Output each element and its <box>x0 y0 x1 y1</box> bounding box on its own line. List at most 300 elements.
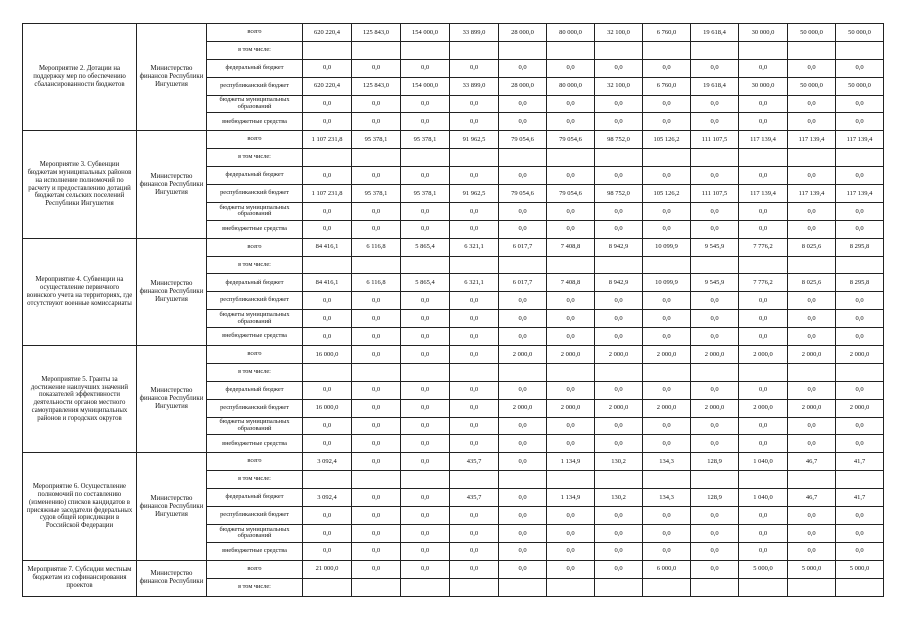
amount-cell: 0,0 <box>643 59 691 77</box>
funding-source: федеральный бюджет <box>207 381 303 399</box>
amount-cell: 0,0 <box>595 507 643 525</box>
amount-cell: 0,0 <box>401 542 450 560</box>
amount-cell: 0,0 <box>401 113 450 131</box>
amount-cell: 2 000,0 <box>691 399 739 417</box>
amount-cell: 0,0 <box>788 524 836 542</box>
amount-cell: 0,0 <box>401 328 450 346</box>
funding-source: республиканский бюджет <box>207 77 303 95</box>
amount-cell: 0,0 <box>450 328 499 346</box>
amount-cell: 91 962,5 <box>450 185 499 203</box>
responsible-agency: Министерство финансов Республики Ингушетия <box>137 346 207 453</box>
amount-cell <box>788 471 836 489</box>
amount-cell: 0,0 <box>352 489 401 507</box>
amount-cell: 98 752,0 <box>595 131 643 149</box>
amount-cell: 0,0 <box>547 560 595 578</box>
amount-cell: 30 000,0 <box>739 24 788 42</box>
amount-cell: 0,0 <box>739 167 788 185</box>
amount-cell: 0,0 <box>788 542 836 560</box>
amount-cell: 0,0 <box>499 59 547 77</box>
amount-cell <box>595 149 643 167</box>
amount-cell <box>450 41 499 59</box>
amount-cell: 0,0 <box>352 220 401 238</box>
amount-cell: 0,0 <box>401 435 450 453</box>
amount-cell: 117 139,4 <box>739 185 788 203</box>
amount-cell: 0,0 <box>788 435 836 453</box>
amount-cell: 0,0 <box>739 95 788 113</box>
amount-cell: 0,0 <box>547 59 595 77</box>
amount-cell: 0,0 <box>788 113 836 131</box>
amount-cell: 0,0 <box>303 292 352 310</box>
event-title: Мероприятие 3. Субвенции бюджетам муниципальных районов на исполнение полномочий по расчету и предоставлению дотаций бюджетам сельских поселений Республики Ингушетия <box>23 131 137 238</box>
amount-cell: 0,0 <box>691 95 739 113</box>
table-row <box>23 24 884 42</box>
amount-cell: 0,0 <box>303 542 352 560</box>
amount-cell: 46,7 <box>788 489 836 507</box>
amount-cell: 32 100,0 <box>595 77 643 95</box>
amount-cell: 6 116,8 <box>352 274 401 292</box>
amount-cell: 5 000,0 <box>739 560 788 578</box>
amount-cell: 50 000,0 <box>788 24 836 42</box>
amount-cell: 0,0 <box>352 560 401 578</box>
amount-cell <box>352 149 401 167</box>
amount-cell: 95 378,1 <box>401 131 450 149</box>
amount-cell: 0,0 <box>691 220 739 238</box>
amount-cell: 0,0 <box>691 202 739 220</box>
amount-cell: 21 000,0 <box>303 560 352 578</box>
amount-cell <box>739 256 788 274</box>
amount-cell: 0,0 <box>401 524 450 542</box>
amount-cell: 134,3 <box>643 453 691 471</box>
amount-cell: 6 321,1 <box>450 274 499 292</box>
amount-cell: 125 843,0 <box>352 24 401 42</box>
amount-cell: 5 000,0 <box>788 560 836 578</box>
amount-cell: 28 000,0 <box>499 77 547 95</box>
amount-cell: 79 054,6 <box>547 131 595 149</box>
amount-cell <box>595 471 643 489</box>
amount-cell: 0,0 <box>450 310 499 328</box>
amount-cell: 8 942,9 <box>595 238 643 256</box>
amount-cell: 6 321,1 <box>450 238 499 256</box>
amount-cell <box>499 471 547 489</box>
amount-cell: 0,0 <box>499 167 547 185</box>
amount-cell: 0,0 <box>691 524 739 542</box>
amount-cell: 0,0 <box>547 328 595 346</box>
funding-source: в том числе: <box>207 578 303 596</box>
amount-cell: 0,0 <box>547 524 595 542</box>
amount-cell: 0,0 <box>450 113 499 131</box>
amount-cell: 2 000,0 <box>643 346 691 364</box>
amount-cell: 0,0 <box>499 453 547 471</box>
amount-cell: 0,0 <box>836 202 884 220</box>
amount-cell: 0,0 <box>303 507 352 525</box>
amount-cell: 0,0 <box>450 417 499 435</box>
event-title: Мероприятие 4. Субвенции на осуществление первичного воинского учета на территориях, где отсутствуют военные комиссариаты <box>23 238 137 345</box>
funding-source: всего <box>207 560 303 578</box>
amount-cell: 0,0 <box>595 113 643 131</box>
amount-cell: 0,0 <box>595 167 643 185</box>
amount-cell: 0,0 <box>499 560 547 578</box>
amount-cell <box>450 149 499 167</box>
amount-cell <box>303 363 352 381</box>
amount-cell: 80 000,0 <box>547 24 595 42</box>
amount-cell <box>352 363 401 381</box>
amount-cell: 0,0 <box>739 220 788 238</box>
amount-cell <box>547 471 595 489</box>
amount-cell: 0,0 <box>595 435 643 453</box>
amount-cell: 0,0 <box>643 310 691 328</box>
amount-cell: 0,0 <box>499 220 547 238</box>
amount-cell: 0,0 <box>352 381 401 399</box>
responsible-agency: Министерство финансов Республики Ингушетия <box>137 24 207 131</box>
table-row <box>23 560 884 578</box>
amount-cell: 0,0 <box>595 220 643 238</box>
amount-cell: 1 134,9 <box>547 453 595 471</box>
amount-cell <box>499 363 547 381</box>
amount-cell: 2 000,0 <box>547 346 595 364</box>
amount-cell: 0,0 <box>595 560 643 578</box>
amount-cell: 0,0 <box>303 202 352 220</box>
amount-cell: 2 000,0 <box>788 399 836 417</box>
amount-cell: 0,0 <box>450 399 499 417</box>
amount-cell: 0,0 <box>739 435 788 453</box>
amount-cell: 154 000,0 <box>401 24 450 42</box>
amount-cell: 0,0 <box>450 202 499 220</box>
amount-cell <box>739 578 788 596</box>
amount-cell: 0,0 <box>595 524 643 542</box>
amount-cell: 435,7 <box>450 453 499 471</box>
amount-cell: 435,7 <box>450 489 499 507</box>
amount-cell: 0,0 <box>352 328 401 346</box>
amount-cell <box>450 363 499 381</box>
amount-cell <box>739 363 788 381</box>
amount-cell: 7 776,2 <box>739 274 788 292</box>
amount-cell: 0,0 <box>836 220 884 238</box>
amount-cell: 0,0 <box>739 328 788 346</box>
funding-source: в том числе: <box>207 363 303 381</box>
funding-source: внебюджетные средства <box>207 113 303 131</box>
amount-cell: 50 000,0 <box>836 24 884 42</box>
amount-cell: 5 865,4 <box>401 238 450 256</box>
amount-cell <box>788 41 836 59</box>
funding-source: в том числе: <box>207 149 303 167</box>
amount-cell: 0,0 <box>643 292 691 310</box>
amount-cell: 0,0 <box>788 328 836 346</box>
funding-source: республиканский бюджет <box>207 507 303 525</box>
amount-cell: 0,0 <box>450 59 499 77</box>
amount-cell: 6 760,0 <box>643 77 691 95</box>
funding-source: федеральный бюджет <box>207 59 303 77</box>
amount-cell: 0,0 <box>788 381 836 399</box>
amount-cell: 0,0 <box>836 95 884 113</box>
amount-cell <box>643 471 691 489</box>
amount-cell: 0,0 <box>450 95 499 113</box>
amount-cell <box>303 471 352 489</box>
amount-cell: 111 107,5 <box>691 185 739 203</box>
funding-source: в том числе: <box>207 256 303 274</box>
amount-cell: 0,0 <box>547 292 595 310</box>
amount-cell <box>303 149 352 167</box>
amount-cell <box>401 578 450 596</box>
amount-cell: 84 416,1 <box>303 238 352 256</box>
amount-cell: 0,0 <box>499 435 547 453</box>
amount-cell: 50 000,0 <box>836 77 884 95</box>
amount-cell: 0,0 <box>450 507 499 525</box>
amount-cell <box>788 363 836 381</box>
amount-cell: 6 017,7 <box>499 274 547 292</box>
amount-cell <box>691 149 739 167</box>
amount-cell <box>401 471 450 489</box>
amount-cell: 33 899,0 <box>450 24 499 42</box>
amount-cell: 0,0 <box>352 113 401 131</box>
amount-cell: 117 139,4 <box>836 131 884 149</box>
funding-source: всего <box>207 453 303 471</box>
amount-cell <box>739 471 788 489</box>
amount-cell: 0,0 <box>836 381 884 399</box>
amount-cell: 105 126,2 <box>643 131 691 149</box>
amount-cell: 0,0 <box>788 202 836 220</box>
amount-cell: 41,7 <box>836 489 884 507</box>
amount-cell: 0,0 <box>401 310 450 328</box>
amount-cell: 111 107,5 <box>691 131 739 149</box>
funding-source: всего <box>207 238 303 256</box>
amount-cell <box>643 256 691 274</box>
amount-cell: 28 000,0 <box>499 24 547 42</box>
amount-cell: 0,0 <box>836 507 884 525</box>
amount-cell: 0,0 <box>595 292 643 310</box>
amount-cell <box>303 41 352 59</box>
amount-cell: 2 000,0 <box>691 346 739 364</box>
amount-cell: 0,0 <box>401 417 450 435</box>
amount-cell: 0,0 <box>739 524 788 542</box>
amount-cell <box>303 256 352 274</box>
amount-cell: 0,0 <box>401 489 450 507</box>
amount-cell: 128,9 <box>691 453 739 471</box>
funding-source: всего <box>207 131 303 149</box>
amount-cell: 0,0 <box>595 202 643 220</box>
amount-cell: 0,0 <box>788 417 836 435</box>
amount-cell <box>836 471 884 489</box>
amount-cell: 0,0 <box>643 417 691 435</box>
amount-cell: 8 295,8 <box>836 274 884 292</box>
amount-cell: 0,0 <box>352 453 401 471</box>
responsible-agency: Министерство финансов Республики Ингушетия <box>137 453 207 560</box>
amount-cell: 0,0 <box>303 328 352 346</box>
amount-cell: 0,0 <box>643 202 691 220</box>
amount-cell: 2 000,0 <box>836 346 884 364</box>
amount-cell: 2 000,0 <box>499 346 547 364</box>
amount-cell <box>643 363 691 381</box>
amount-cell <box>836 363 884 381</box>
amount-cell: 0,0 <box>303 167 352 185</box>
amount-cell: 1 040,0 <box>739 489 788 507</box>
amount-cell: 0,0 <box>352 346 401 364</box>
amount-cell: 80 000,0 <box>547 77 595 95</box>
amount-cell <box>691 41 739 59</box>
amount-cell: 30 000,0 <box>739 77 788 95</box>
amount-cell: 8 295,8 <box>836 238 884 256</box>
amount-cell: 0,0 <box>401 167 450 185</box>
amount-cell: 0,0 <box>836 542 884 560</box>
amount-cell: 84 416,1 <box>303 274 352 292</box>
amount-cell <box>739 149 788 167</box>
amount-cell: 0,0 <box>836 59 884 77</box>
amount-cell: 0,0 <box>836 292 884 310</box>
amount-cell: 0,0 <box>691 417 739 435</box>
amount-cell: 0,0 <box>352 507 401 525</box>
amount-cell: 0,0 <box>450 524 499 542</box>
funding-source: внебюджетные средства <box>207 328 303 346</box>
amount-cell: 0,0 <box>547 220 595 238</box>
amount-cell: 0,0 <box>788 59 836 77</box>
amount-cell: 0,0 <box>499 113 547 131</box>
amount-cell: 9 545,9 <box>691 274 739 292</box>
amount-cell: 0,0 <box>303 310 352 328</box>
amount-cell: 0,0 <box>352 95 401 113</box>
amount-cell: 0,0 <box>739 507 788 525</box>
funding-source: бюджеты муниципальных образований <box>207 95 303 113</box>
amount-cell <box>547 41 595 59</box>
amount-cell: 0,0 <box>643 435 691 453</box>
amount-cell <box>836 41 884 59</box>
amount-cell <box>836 578 884 596</box>
amount-cell: 0,0 <box>595 417 643 435</box>
amount-cell: 0,0 <box>739 59 788 77</box>
amount-cell: 1 107 231,8 <box>303 185 352 203</box>
amount-cell: 6 116,8 <box>352 238 401 256</box>
amount-cell: 0,0 <box>691 59 739 77</box>
amount-cell <box>788 256 836 274</box>
amount-cell: 0,0 <box>303 524 352 542</box>
amount-cell: 5 865,4 <box>401 274 450 292</box>
amount-cell: 0,0 <box>643 328 691 346</box>
event-title: Мероприятие 2. Дотации на поддержку мер по обеспечению сбалансированности бюджетов <box>23 24 137 131</box>
amount-cell <box>595 363 643 381</box>
table-row <box>23 453 884 471</box>
amount-cell <box>691 256 739 274</box>
amount-cell: 0,0 <box>739 202 788 220</box>
funding-source: внебюджетные средства <box>207 220 303 238</box>
amount-cell: 0,0 <box>643 542 691 560</box>
amount-cell: 0,0 <box>303 220 352 238</box>
funding-source: республиканский бюджет <box>207 292 303 310</box>
amount-cell: 0,0 <box>691 328 739 346</box>
amount-cell: 0,0 <box>595 542 643 560</box>
amount-cell: 0,0 <box>595 310 643 328</box>
amount-cell: 19 618,4 <box>691 77 739 95</box>
amount-cell: 0,0 <box>836 417 884 435</box>
amount-cell <box>499 256 547 274</box>
amount-cell: 0,0 <box>352 542 401 560</box>
amount-cell: 0,0 <box>643 167 691 185</box>
amount-cell: 0,0 <box>788 310 836 328</box>
amount-cell: 0,0 <box>547 202 595 220</box>
amount-cell <box>691 471 739 489</box>
amount-cell: 79 054,6 <box>547 185 595 203</box>
amount-cell: 0,0 <box>547 542 595 560</box>
amount-cell: 32 100,0 <box>595 24 643 42</box>
amount-cell <box>691 578 739 596</box>
amount-cell <box>499 149 547 167</box>
amount-cell: 0,0 <box>450 220 499 238</box>
amount-cell: 2 000,0 <box>499 399 547 417</box>
amount-cell <box>401 149 450 167</box>
amount-cell: 2 000,0 <box>836 399 884 417</box>
funding-source: в том числе: <box>207 41 303 59</box>
amount-cell: 0,0 <box>547 381 595 399</box>
amount-cell <box>788 578 836 596</box>
amount-cell: 0,0 <box>450 292 499 310</box>
amount-cell: 0,0 <box>836 113 884 131</box>
amount-cell: 0,0 <box>691 310 739 328</box>
table-row <box>23 346 884 364</box>
amount-cell: 0,0 <box>547 95 595 113</box>
amount-cell: 117 139,4 <box>788 131 836 149</box>
amount-cell: 0,0 <box>499 292 547 310</box>
amount-cell: 7 408,8 <box>547 238 595 256</box>
amount-cell: 10 099,9 <box>643 274 691 292</box>
amount-cell: 0,0 <box>303 95 352 113</box>
amount-cell <box>303 578 352 596</box>
amount-cell: 0,0 <box>547 435 595 453</box>
amount-cell: 0,0 <box>352 435 401 453</box>
amount-cell: 2 000,0 <box>739 399 788 417</box>
amount-cell: 6 000,0 <box>643 560 691 578</box>
responsible-agency: Министерство финансов Республики <box>137 560 207 596</box>
amount-cell: 41,7 <box>836 453 884 471</box>
amount-cell: 0,0 <box>499 524 547 542</box>
amount-cell <box>691 363 739 381</box>
amount-cell: 1 107 231,8 <box>303 131 352 149</box>
amount-cell: 8 025,6 <box>788 274 836 292</box>
responsible-agency: Министерство финансов Республики Ингушетия <box>137 238 207 345</box>
amount-cell: 620 220,4 <box>303 77 352 95</box>
amount-cell: 0,0 <box>401 292 450 310</box>
amount-cell: 2 000,0 <box>739 346 788 364</box>
amount-cell: 5 000,0 <box>836 560 884 578</box>
amount-cell <box>352 256 401 274</box>
amount-cell: 6 760,0 <box>643 24 691 42</box>
funding-source: бюджеты муниципальных образований <box>207 524 303 542</box>
amount-cell: 0,0 <box>643 95 691 113</box>
amount-cell: 98 752,0 <box>595 185 643 203</box>
amount-cell: 95 378,1 <box>352 185 401 203</box>
amount-cell <box>595 41 643 59</box>
amount-cell: 0,0 <box>595 59 643 77</box>
amount-cell <box>401 256 450 274</box>
amount-cell: 7 776,2 <box>739 238 788 256</box>
amount-cell: 0,0 <box>499 310 547 328</box>
amount-cell: 0,0 <box>303 381 352 399</box>
amount-cell: 2 000,0 <box>547 399 595 417</box>
amount-cell: 1 040,0 <box>739 453 788 471</box>
amount-cell: 0,0 <box>450 435 499 453</box>
amount-cell <box>352 41 401 59</box>
amount-cell: 10 099,9 <box>643 238 691 256</box>
amount-cell: 0,0 <box>836 310 884 328</box>
amount-cell <box>401 41 450 59</box>
amount-cell <box>836 149 884 167</box>
amount-cell: 0,0 <box>401 202 450 220</box>
amount-cell: 0,0 <box>352 59 401 77</box>
amount-cell <box>643 41 691 59</box>
amount-cell: 0,0 <box>691 113 739 131</box>
amount-cell: 0,0 <box>739 292 788 310</box>
amount-cell <box>499 41 547 59</box>
amount-cell <box>547 363 595 381</box>
amount-cell: 105 126,2 <box>643 185 691 203</box>
amount-cell: 0,0 <box>691 381 739 399</box>
amount-cell: 16 000,0 <box>303 346 352 364</box>
